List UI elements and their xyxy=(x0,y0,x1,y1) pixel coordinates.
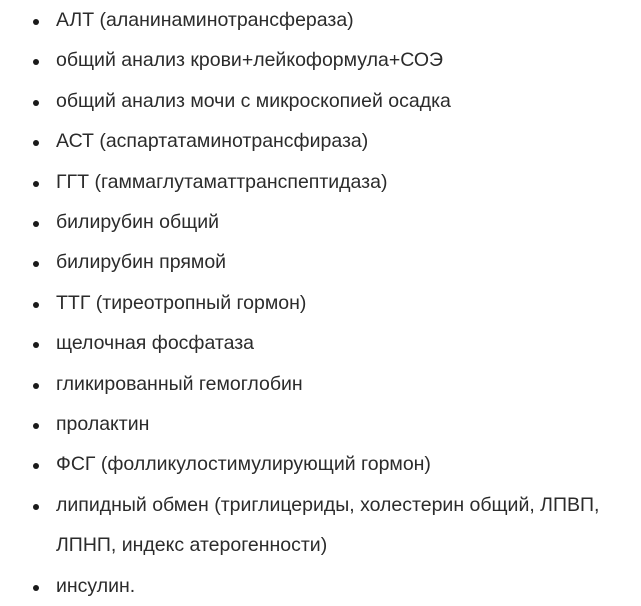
list-item-text: инсулин. xyxy=(56,574,136,597)
list-item-text: общий анализ крови+лейкоформула+СОЭ xyxy=(56,49,444,72)
list-item-text: гликированный гемоглобин xyxy=(56,372,303,395)
list-item xyxy=(0,121,641,161)
bullet-icon xyxy=(33,302,39,308)
list-item-text: липидный обмен (триглицериды, холестерин общий, ЛПВП, ЛПНП, индекс атерогенности) xyxy=(56,493,600,557)
list-item xyxy=(0,485,641,566)
list-item xyxy=(0,81,641,121)
bullet-icon xyxy=(33,261,39,267)
list-item-text: билирубин прямой xyxy=(56,251,227,274)
list-item xyxy=(0,0,641,40)
list-item-text: ФСГ (фолликулостимулирующий гормон) xyxy=(56,453,431,476)
list-item-text: билирубин общий xyxy=(56,211,220,234)
list-item xyxy=(0,404,641,444)
list-item xyxy=(0,242,641,282)
list-item xyxy=(0,40,641,80)
bullet-icon xyxy=(33,140,39,146)
list-item-text: АСТ (аспартатаминотрансфираза) xyxy=(56,130,369,153)
bullet-icon xyxy=(33,383,39,389)
bullet-icon xyxy=(33,342,39,348)
list-item-text: пролактин xyxy=(56,413,150,436)
list-item xyxy=(0,283,641,323)
bullet-icon xyxy=(33,100,39,106)
bullet-icon xyxy=(33,463,39,469)
list-item-text: АЛТ (аланинаминотрансфераза) xyxy=(56,9,354,31)
list-item-text: ТТГ (тиреотропный гормон) xyxy=(56,291,307,314)
list-item xyxy=(0,364,641,404)
list-item xyxy=(0,202,641,242)
list-item-text: общий анализ мочи с микроскопией осадка xyxy=(56,89,451,112)
bullet-icon xyxy=(33,585,39,591)
list-item xyxy=(0,162,641,202)
bullet-icon xyxy=(33,423,39,429)
list-item xyxy=(0,444,641,484)
bullet-icon xyxy=(33,19,39,25)
list-item xyxy=(0,323,641,363)
list-item-text: щелочная фосфатаза xyxy=(56,332,255,355)
bullet-icon xyxy=(33,59,39,65)
bullet-icon xyxy=(33,504,39,510)
list-item-text: ГГТ (гаммаглутаматтранспептидаза) xyxy=(56,170,388,193)
bullet-icon xyxy=(33,221,39,227)
bullet-icon xyxy=(33,181,39,187)
